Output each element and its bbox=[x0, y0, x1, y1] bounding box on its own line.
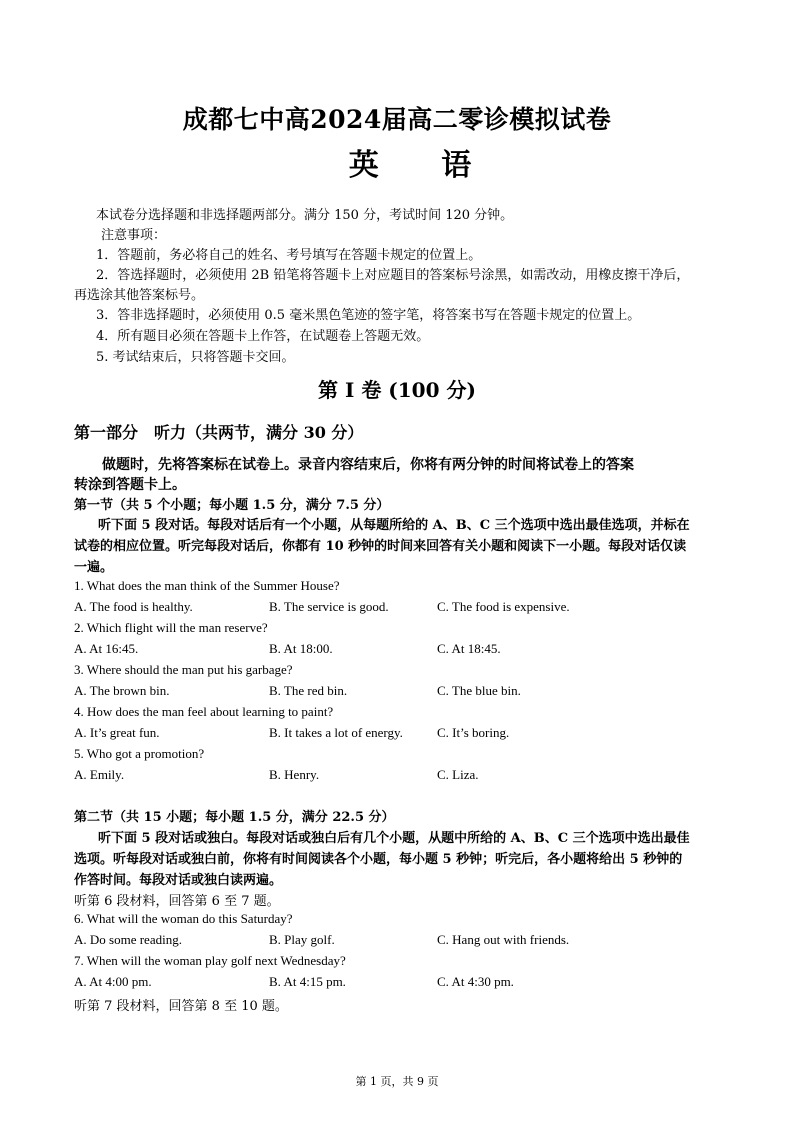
option-c: C. At 18:45. bbox=[437, 641, 501, 656]
section2-instruction: 作答时间。每段对话或独白读两遍。 bbox=[74, 873, 283, 888]
part1-instruction: 做题时，先将答案标在试卷上。录音内容结束后，你将有两分钟的时间将试卷上的答案 bbox=[102, 457, 634, 473]
section1-instruction: 试卷的相应位置。听完每段对话后，你都有 10 秒钟的时间来回答有关小题和阅读下一小题。每段对话仅读 bbox=[74, 539, 687, 554]
option-b: B. At 4:15 pm. bbox=[269, 974, 346, 989]
option-a: A. The food is healthy. bbox=[74, 599, 193, 614]
option-c: C. The food is expensive. bbox=[437, 599, 570, 614]
section1-instruction: 听下面 5 段对话。每段对话后有一个小题，从每题所给的 A、B、C 三个选项中选出最佳选项，并标在 bbox=[98, 518, 690, 533]
option-b: B. It takes a lot of energy. bbox=[269, 725, 403, 740]
notice-item: 3．答非选择题时，必须使用 0.5 毫米黑色笔迹的签字笔，将答案书写在答题卡规定的位置上。 bbox=[96, 308, 641, 323]
option-c: C. Hang out with friends. bbox=[437, 932, 570, 947]
question-7: 7. When will the woman play golf next Wednesday? bbox=[74, 953, 346, 968]
option-c: C. The blue bin. bbox=[437, 683, 521, 698]
notice-heading: 注意事项： bbox=[101, 228, 167, 243]
part1-title: 第一部分 听力（共两节，满分 30 分） bbox=[74, 423, 364, 442]
exam-title: 成都七中高2024届高二零诊模拟试卷 bbox=[182, 105, 612, 134]
question-5: 5. Who got a promotion? bbox=[74, 746, 205, 761]
option-b: B. Henry. bbox=[269, 767, 320, 782]
option-a: A. Emily. bbox=[74, 767, 125, 782]
question-4: 4. How does the man feel about learning to paint? bbox=[74, 704, 334, 719]
material-note: 听第 6 段材料，回答第 6 至 7 题。 bbox=[74, 894, 280, 909]
option-b: B. Play golf. bbox=[269, 932, 335, 947]
question-3: 3. Where should the man put his garbage? bbox=[74, 662, 293, 677]
volume-title: 第 I 卷 (100 分) bbox=[318, 378, 476, 402]
option-a: A. At 16:45. bbox=[74, 641, 139, 656]
section2-title: 第二节（共 15 小题；每小题 1.5 分，满分 22.5 分） bbox=[74, 810, 395, 825]
option-b: B. The red bin. bbox=[269, 683, 348, 698]
notice-item: 再选涂其他答案标号。 bbox=[74, 288, 205, 303]
option-a: A. Do some reading. bbox=[74, 932, 182, 947]
material-note: 听第 7 段材料，回答第 8 至 10 题。 bbox=[74, 999, 288, 1014]
notice-item: 4．所有题目必须在答题卡上作答，在试题卷上答题无效。 bbox=[96, 329, 430, 344]
part1-instruction: 转涂到答题卡上。 bbox=[74, 477, 186, 493]
section1-title: 第一节（共 5 个小题；每小题 1.5 分，满分 7.5 分） bbox=[74, 498, 390, 513]
subject-title: 英 语 bbox=[348, 148, 498, 183]
option-c: C. At 4:30 pm. bbox=[437, 974, 514, 989]
notice-item: 2．答选择题时，必须使用 2B 铅笔将答题卡上对应题目的答案标号涂黑，如需改动，用橡皮擦干净后， bbox=[96, 268, 690, 283]
question-6: 6. What will the woman do this Saturday? bbox=[74, 911, 293, 926]
notice-item: 1．答题前，务必将自己的姓名、考号填写在答题卡规定的位置上。 bbox=[96, 248, 482, 263]
section2-instruction: 听下面 5 段对话或独白。每段对话或独白后有几个小题，从题中所给的 A、B、C 三个选项中选出最佳 bbox=[98, 831, 690, 846]
question-2: 2. Which flight will the man reserve? bbox=[74, 620, 268, 635]
option-c: C. It’s boring. bbox=[437, 725, 510, 740]
option-a: A. At 4:00 pm. bbox=[74, 974, 152, 989]
section1-instruction: 一遍。 bbox=[74, 560, 114, 575]
option-b: B. At 18:00. bbox=[269, 641, 333, 656]
option-b: B. The service is good. bbox=[269, 599, 389, 614]
option-c: C. Liza. bbox=[437, 767, 479, 782]
option-a: A. It’s great fun. bbox=[74, 725, 160, 740]
notice-item: 5. 考试结束后，只将答题卡交回。 bbox=[96, 350, 295, 365]
intro-line: 本试卷分选择题和非选择题两部分。满分 150 分，考试时间 120 分钟。 bbox=[96, 208, 514, 223]
section2-instruction: 选项。听每段对话或独白前，你将有时间阅读各个小题，每小题 5 秒钟；听完后，各小题将给出 5 秒钟的 bbox=[74, 852, 683, 867]
question-1: 1. What does the man think of the Summer House? bbox=[74, 578, 340, 593]
option-a: A. The brown bin. bbox=[74, 683, 170, 698]
page-footer: 第 1 页，共 9 页 bbox=[355, 1075, 439, 1088]
